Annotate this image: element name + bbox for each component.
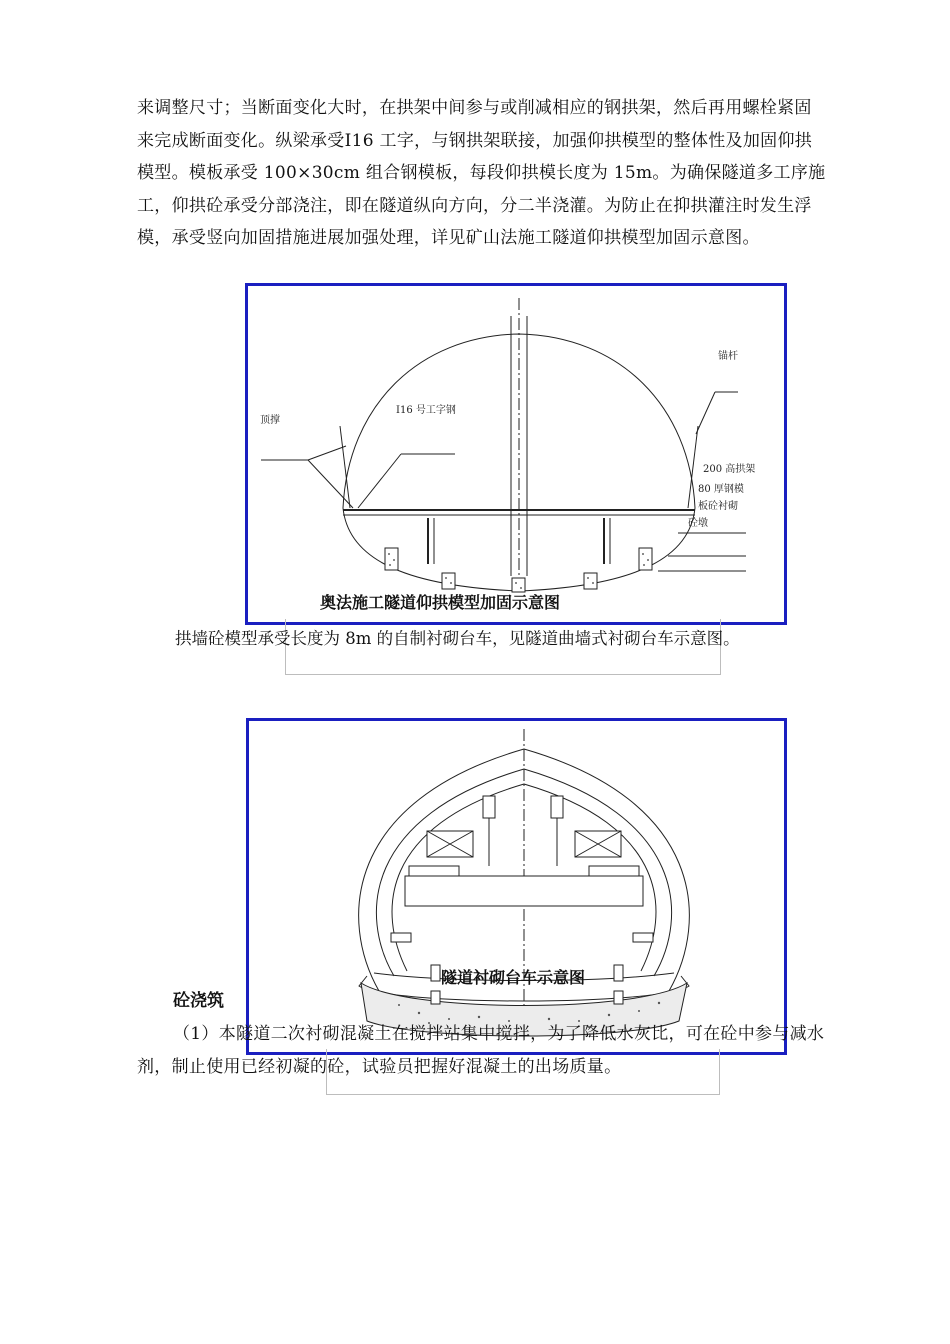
trolley-diagram xyxy=(249,721,784,1052)
intro-paragraph: 来调整尺寸；当断面变化大时，在拱架中间参与或削减相应的钢拱架，然后再用螺栓紧固来完成断面变化。纵梁承受Ⅰ16 工字，与钢拱架联接，加强仰拱模型的整体性及加固仰拱模型。模板承受 100×30cm 组合钢模板，每段仰拱模长度为 15m。为确保隧道多工序施工，仰拱砼承受分部浇注，即在隧道纵向方向，分二半浇灌。为防止在抑拱灌注时发生浮模，承受竖向加固措施进展加强处理，详见矿山法施工隧道仰拱模型加固示意图。 xyxy=(137,98,826,248)
label-arch: 200 高拱架 xyxy=(703,464,756,475)
figure2-caption: 隧道衬砌台车示意图 xyxy=(441,968,586,987)
arch-formwork-line: 拱墙砼模型承受长度为 8m 的自制衬砌台车，见隧道曲墙式衬砌台车示意图。 xyxy=(175,629,740,648)
paragraph-1: （1）本隧道二次衬砌混凝土在搅拌站集中搅拌，为了降低水灰比，可在砼中参与减水剂，制止使用已经初凝的砼，试验员把握好混凝土的出场质量。 xyxy=(137,1024,825,1077)
label-pier: 砼墩 xyxy=(688,518,708,529)
label-lining: 板砼衬砌 xyxy=(698,501,738,512)
label-formwork: 80 厚钢模 xyxy=(698,484,744,495)
figure1-caption: 奥法施工隧道仰拱模型加固示意图 xyxy=(320,593,561,612)
label-brace: 顶撑 xyxy=(260,415,280,426)
label-anchor: 锚杆 xyxy=(718,351,738,362)
figure-invert-formwork xyxy=(245,283,787,625)
section-heading: 砼浇筑 xyxy=(173,991,224,1011)
label-steel: I16 号工字钢 xyxy=(396,405,456,416)
invert-diagram xyxy=(248,286,784,622)
figure-lining-trolley xyxy=(246,718,787,1055)
